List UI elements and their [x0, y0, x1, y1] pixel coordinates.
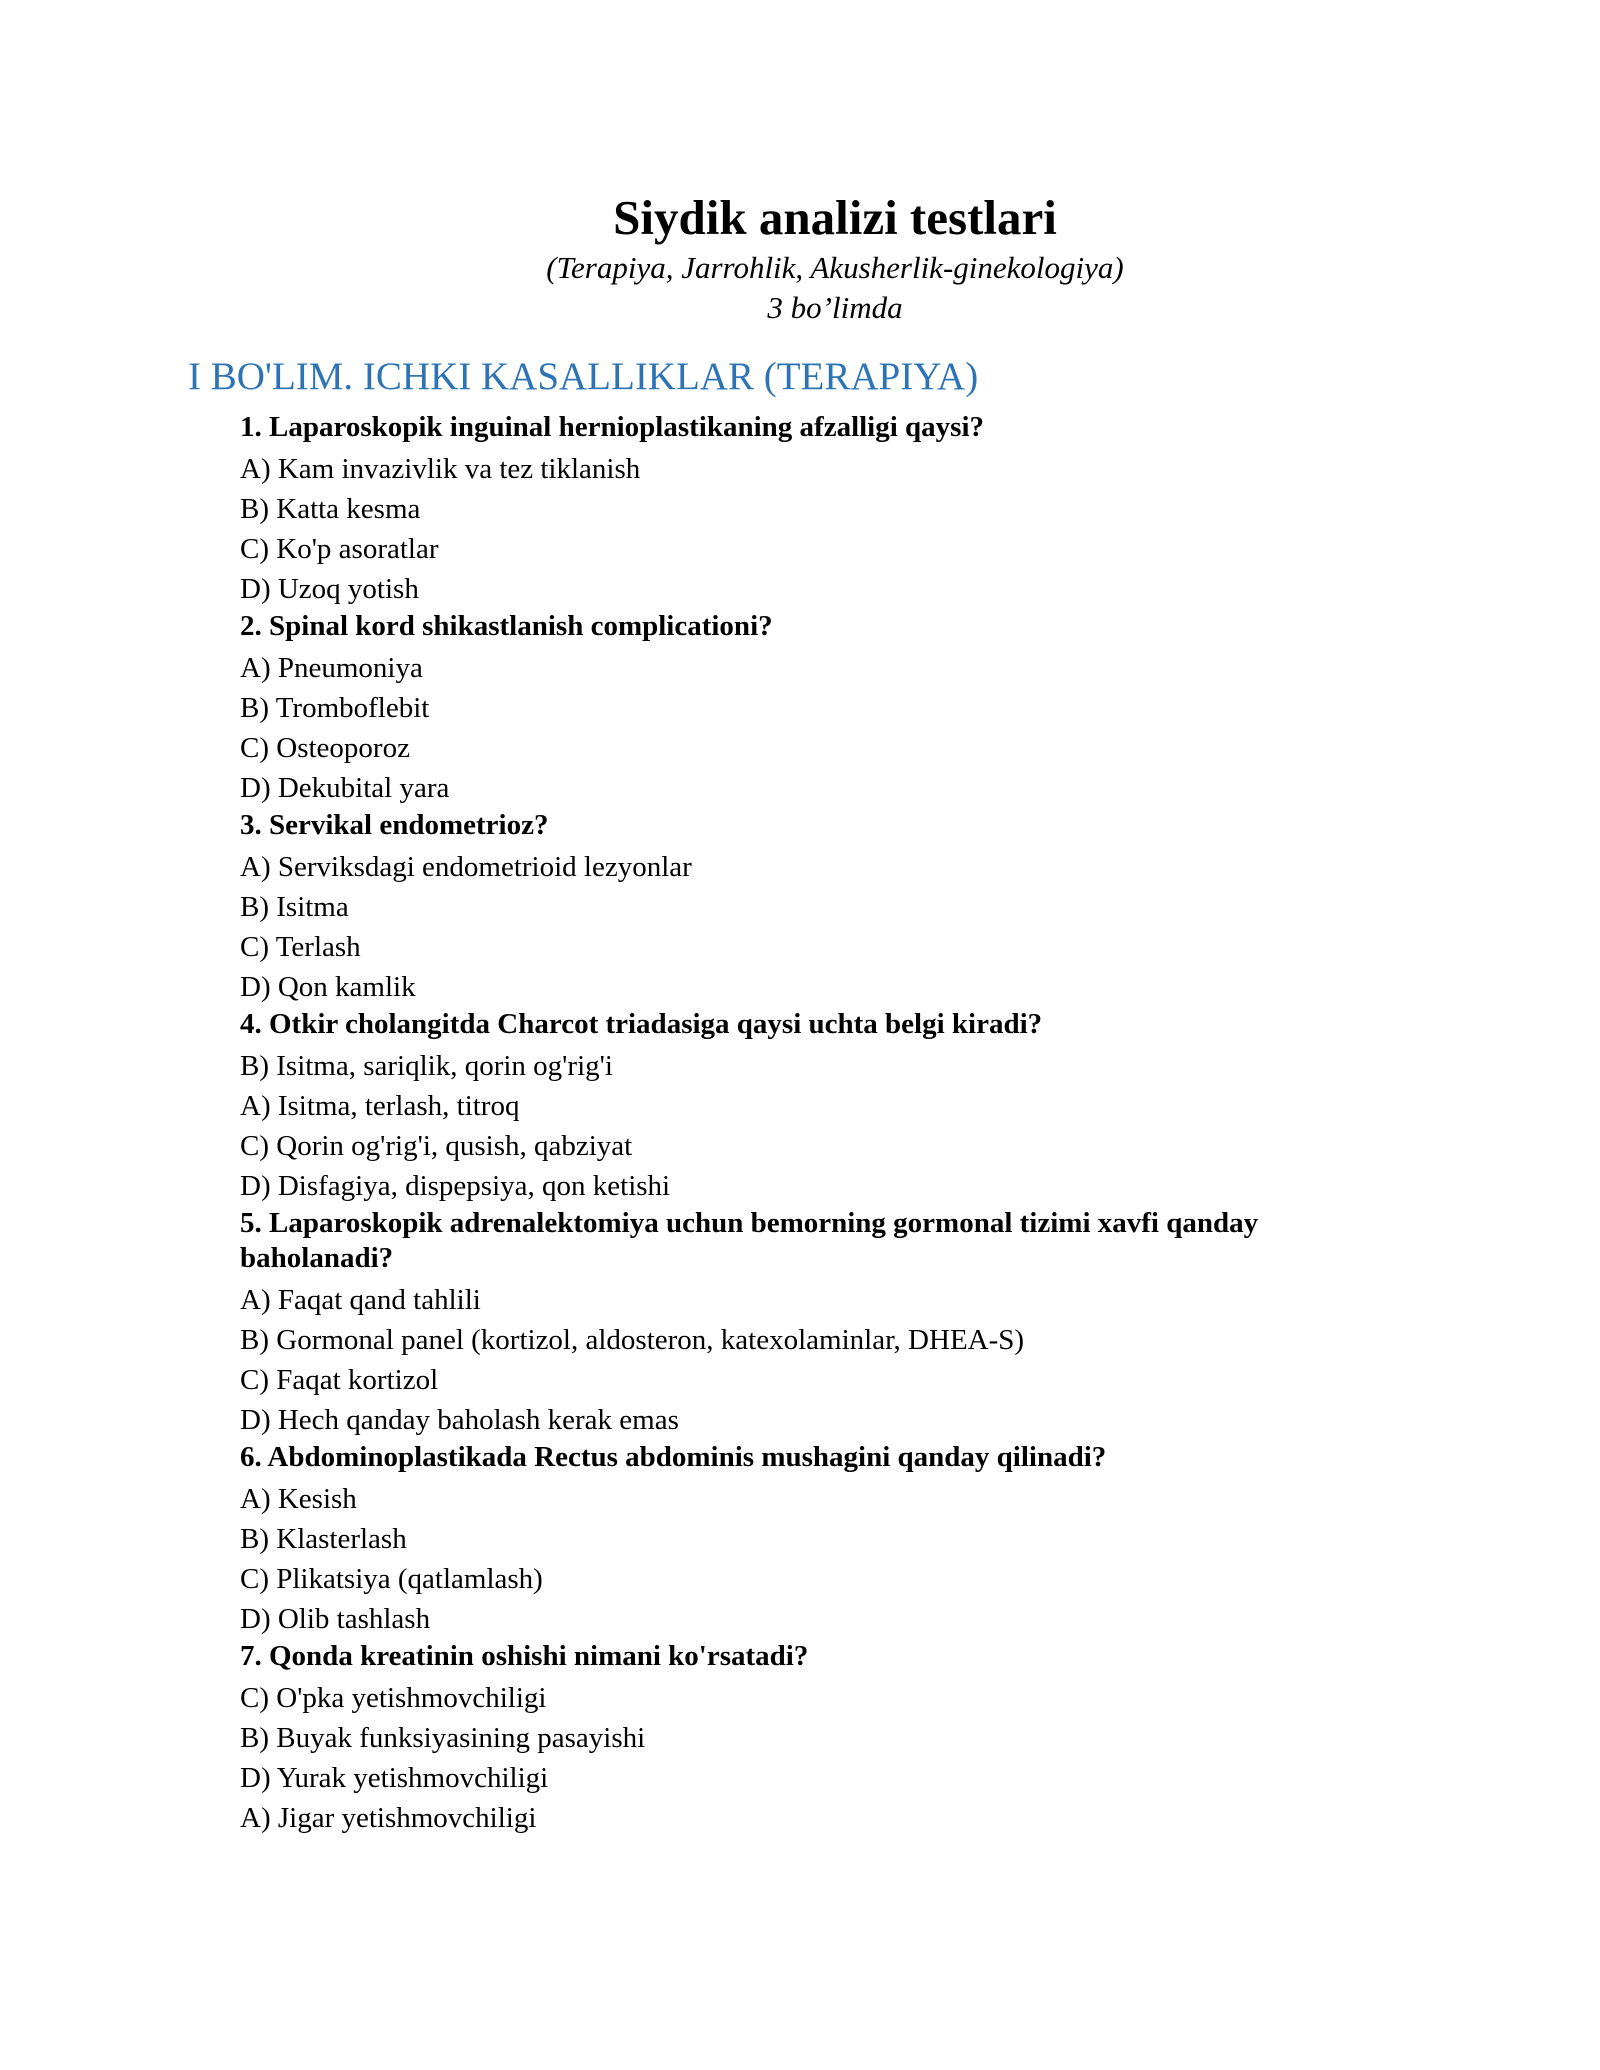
answer-option: A) Kesish	[240, 1483, 357, 1515]
question-text: 5. Laparoskopik adrenalektomiya uchun bemorning gormonal tizimi xavfi qanday baholanadi?	[240, 1207, 1259, 1274]
answer-option: D) Qon kamlik	[240, 971, 416, 1003]
answer-option: B) Buyak funksiyasining pasayishi	[240, 1722, 646, 1754]
question-5	[240, 1206, 1380, 1440]
question-6	[240, 1440, 1380, 1639]
answer-option: D) Uzoq yotish	[240, 573, 419, 605]
question-text: 1. Laparoskopik inguinal hernioplastikaning afzalligi qaysi?	[240, 411, 985, 443]
answer-option: A) Jigar yetishmovchiligi	[240, 1802, 537, 1834]
answer-option: A) Pneumoniya	[240, 652, 423, 684]
answer-option: C) Ko'p asoratlar	[240, 533, 439, 565]
question-1	[240, 410, 1380, 609]
question-7	[240, 1639, 1380, 1838]
answer-option: B) Gormonal panel (kortizol, aldosteron, katexolaminlar, DHEA-S)	[240, 1324, 1025, 1356]
question-2	[240, 609, 1380, 808]
answer-option: D) Dekubital yara	[240, 772, 450, 804]
answer-option: C) Faqat kortizol	[240, 1364, 439, 1396]
answer-option: D) Disfagiya, dispepsiya, qon ketishi	[240, 1170, 671, 1202]
answer-option: C) Qorin og'rig'i, qusish, qabziyat	[240, 1130, 633, 1162]
question-text: 3. Servikal endometrioz?	[240, 809, 549, 841]
question-text: 6. Abdominoplastikada Rectus abdominis mushagini qanday qilinadi?	[240, 1441, 1107, 1473]
document-subtitle-parts: 3 bo’limda	[767, 290, 903, 325]
answer-option: B) Tromboflebit	[240, 692, 430, 724]
answer-option: A) Serviksdagi endometrioid lezyonlar	[240, 851, 692, 883]
question-text: 4. Otkir cholangitda Charcot triadasiga qaysi uchta belgi kiradi?	[240, 1008, 1043, 1040]
answer-option: D) Hech qanday baholash kerak emas	[240, 1404, 679, 1436]
answer-option: C) Plikatsiya (qatlamlash)	[240, 1563, 543, 1595]
question-4	[240, 1007, 1380, 1206]
answer-option: A) Isitma, terlash, titroq	[240, 1090, 520, 1122]
answer-option: C) O'pka yetishmovchiligi	[240, 1682, 547, 1714]
answer-option: A) Faqat qand tahlili	[240, 1284, 481, 1316]
document-title: Siydik analizi testlari	[613, 190, 1057, 245]
answer-option: A) Kam invazivlik va tez tiklanish	[240, 453, 641, 485]
answer-option: B) Isitma	[240, 891, 349, 923]
document-subtitle: (Terapiya, Jarrohlik, Akusherlik-ginekologiya)	[546, 250, 1124, 285]
question-text: 2. Spinal kord shikastlanish complicationi?	[240, 610, 773, 642]
answer-option: C) Osteoporoz	[240, 732, 410, 764]
answer-option: B) Katta kesma	[240, 493, 421, 525]
question-3	[240, 808, 1380, 1007]
answer-option: B) Isitma, sariqlik, qorin og'rig'i	[240, 1050, 613, 1082]
answer-option: C) Terlash	[240, 931, 361, 963]
section-heading: I BO'LIM. ICHKI KASALLIKLAR (TERAPIYA)	[188, 355, 979, 398]
question-text: 7. Qonda kreatinin oshishi nimani ko'rsatadi?	[240, 1640, 809, 1672]
answer-option: B) Klasterlash	[240, 1523, 407, 1555]
question-list	[240, 410, 1380, 1838]
answer-option: D) Olib tashlash	[240, 1603, 431, 1635]
answer-option: D) Yurak yetishmovchiligi	[240, 1762, 549, 1794]
